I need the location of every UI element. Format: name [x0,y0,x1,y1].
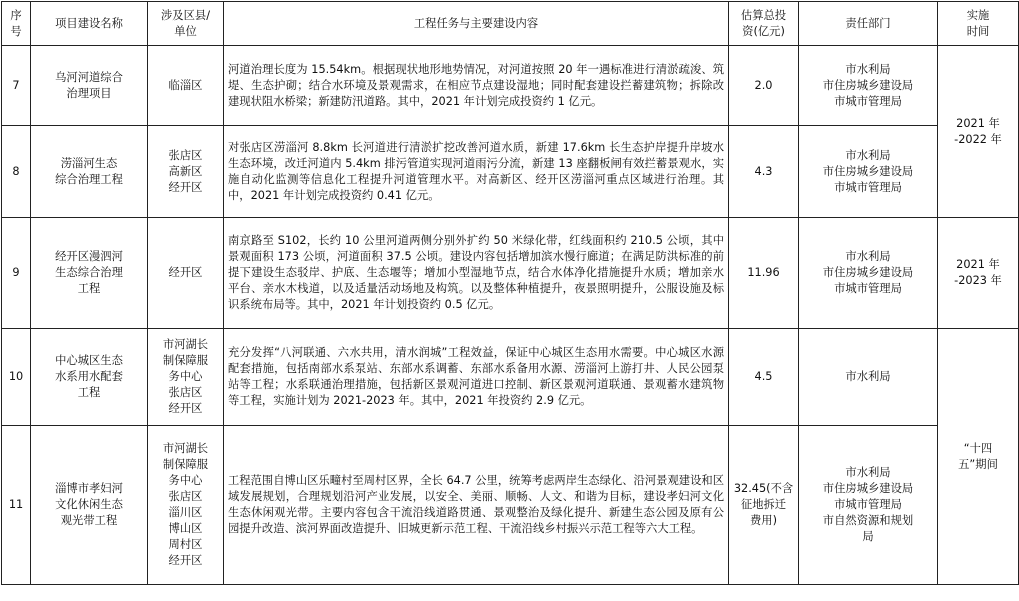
cell-content: 工程范围自博山区乐疃村至周村区界，全长 64.7 公里，统筹考虑两岸生态绿化、沿河景观建设和区域发展规划，合理规划沿河产业发展，以安全、美丽、顺畅、人文、和谐为目标，建设孝妇河文化生态休闲观光带。主要内容包含干流沿线道路贯通、景观整治及绿化提升、新建生态公园及原有公园提升改造、滨河界面改造提升、旧城更新示范工程、干流沿线乡村振兴示范工程等六大工程。 [224,426,729,585]
table-row [2,46,1019,126]
cell-dept: 市水利局 市住房城乡建设局 市城市管理局 [799,126,938,218]
cell-content: 河道治理长度为 15.54km。根据现状地形地势情况，对河道按照 20 年一遇标准进行清淤疏浚、筑堤、生态护砌；结合水环境及景观需求，在相应节点建设湿地；同时配套建设拦蓄建筑物；拆除改建现状阻水桥梁；新建防汛道路。其中，2021 年计划完成投资约 1 亿元。 [224,46,729,126]
cell-project-name: 中心城区生态 水系用水配套 工程 [31,329,148,426]
table-row [2,218,1019,329]
cell-seq: 10 [2,329,31,426]
cell-dept: 市水利局 市住房城乡建设局 市城市管理局 [799,46,938,126]
cell-dept: 市水利局 市住房城乡建设局 市城市管理局 [799,218,938,329]
cell-seq: 7 [2,46,31,126]
cell-district: 临淄区 [148,46,224,126]
cell-investment: 32.45(不含 征地拆迁 费用) [729,426,799,585]
table-row [2,426,1019,585]
header-row [2,2,1019,46]
cell-investment: 2.0 [729,46,799,126]
cell-investment: 11.96 [729,218,799,329]
cell-seq: 9 [2,218,31,329]
cell-seq: 11 [2,426,31,585]
cell-investment: 4.3 [729,126,799,218]
cell-period: “十四 五”期间 [938,329,1019,585]
cell-period: 2021 年 -2023 年 [938,218,1019,329]
header-dept: 责任部门 [799,2,938,46]
cell-district: 张店区 高新区 经开区 [148,126,224,218]
header-district: 涉及区县/ 单位 [148,2,224,46]
cell-investment: 4.5 [729,329,799,426]
table-row [2,126,1019,218]
cell-period: 2021 年 -2022 年 [938,46,1019,218]
header-seq: 序 号 [2,2,31,46]
header-investment: 估算总投 资(亿元) [729,2,799,46]
cell-dept: 市水利局 市住房城乡建设局 市城市管理局 市自然资源和规划 局 [799,426,938,585]
project-table [1,1,1019,585]
cell-project-name: 淄博市孝妇河 文化休闲生态 观光带工程 [31,426,148,585]
header-name: 项目建设名称 [31,2,148,46]
cell-district: 市河湖长 制保障服 务中心 张店区 经开区 [148,329,224,426]
cell-project-name: 涝淄河生态 综合治理工程 [31,126,148,218]
cell-content: 对张店区涝淄河 8.8km 长河道进行清淤扩挖改善河道水质，新建 17.6km 长生态护岸提升岸坡水生态环境，改迁河道内 5.4km 排污管道实现河道雨污分流，新建 13 座翻板闸有效拦蓄景观水，实施自动化监测等信息化工程提升河道管理水平。对高新区、经开区涝淄河重点区域进行治理。其中，2021 年计划完成投资约 0.41 亿元。 [224,126,729,218]
cell-content: 充分发挥“八河联通、六水共用，清水润城”工程效益，保证中心城区生态用水需要。中心城区水源配套措施，包括南部水系泵站、东部水系调蓄、东部水系备用水源、涝淄河上游打井、人民公园泵站等工程；水系联通治理措施，包括新区景观河道进口控制、新区景观河道联通、景观蓄水建筑物等工程，实施计划为 2021-2023 年。其中，2021 年投资约 2.9 亿元。 [224,329,729,426]
cell-project-name: 经开区漫泗河 生态综合治理 工程 [31,218,148,329]
header-period: 实施 时间 [938,2,1019,46]
cell-content: 南京路至 S102，长约 10 公里河道两侧分别外扩约 50 米绿化带，红线面积约 210.5 公顷，其中景观面积 173 公顷，河道面积 37.5 公顷。建设内容包括增加滨水慢行廊道；在满足防洪标准的前提下建设生态驳岸、护底、生态堰等；增加小型湿地节点，结合水体净化措施提升水质；增加亲水平台、亲水木栈道，以及适量活动场地及构筑。以及整体种植提升，夜景照明提升，公服设施及标识系统布局等。其中，2021 年计划投资约 0.5 亿元。 [224,218,729,329]
header-content: 工程任务与主要建设内容 [224,2,729,46]
table-row [2,329,1019,426]
cell-district: 市河湖长 制保障服 务中心 张店区 淄川区 博山区 周村区 经开区 [148,426,224,585]
cell-project-name: 乌河河道综合 治理项目 [31,46,148,126]
cell-seq: 8 [2,126,31,218]
cell-dept: 市水利局 [799,329,938,426]
cell-district: 经开区 [148,218,224,329]
